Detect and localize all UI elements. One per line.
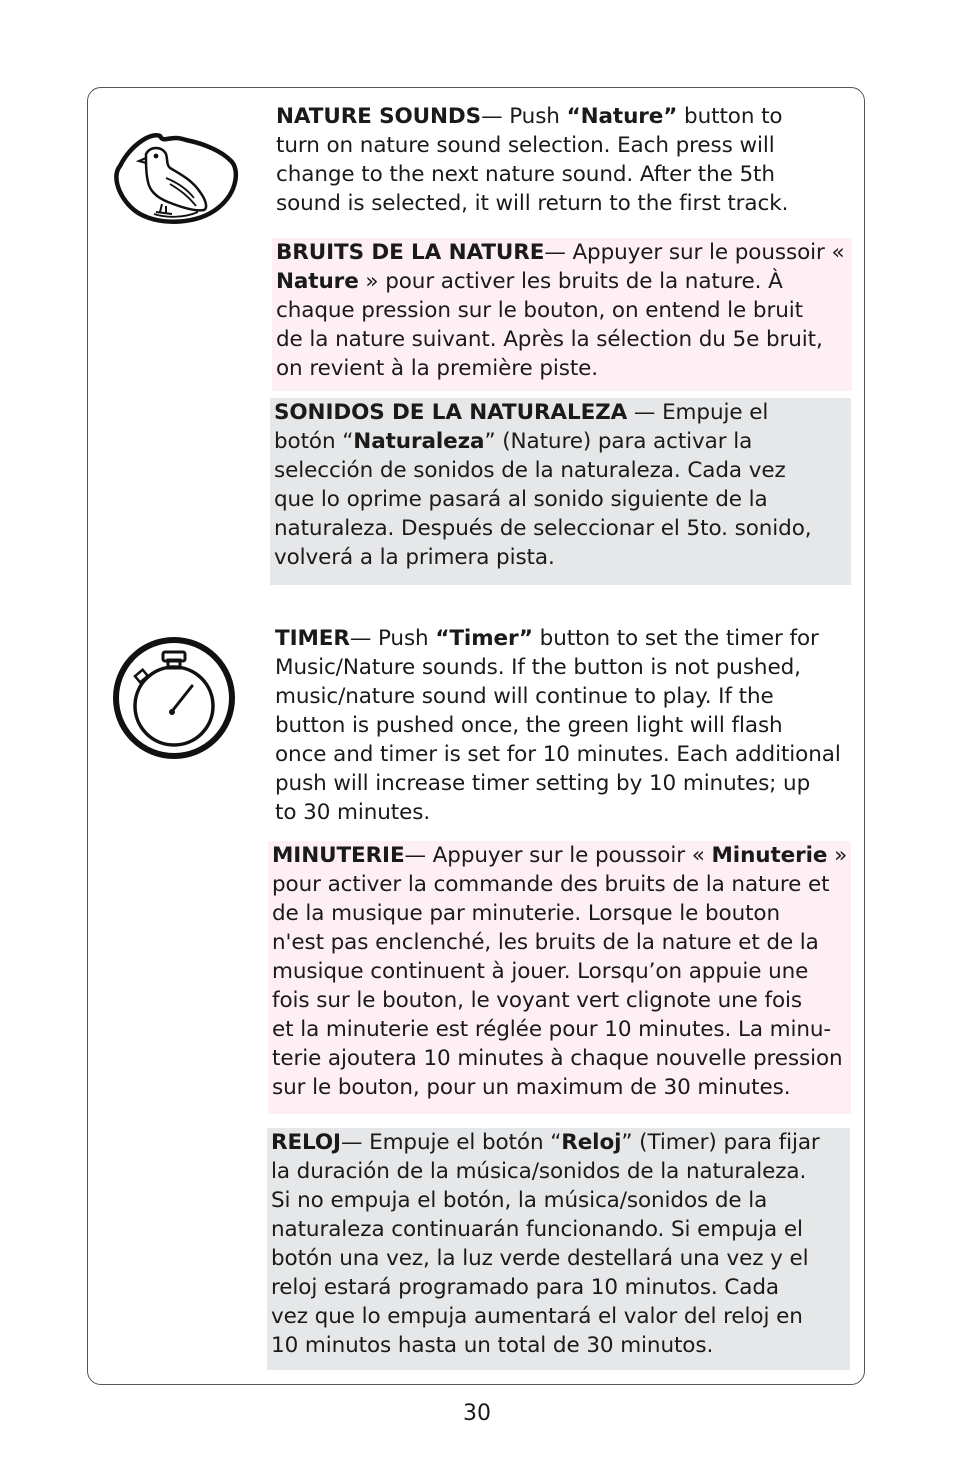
text-line [276, 160, 848, 189]
text-line [272, 1044, 847, 1073]
text-run: button to set the timer for [532, 626, 819, 651]
text-run: turn on nature sound selection. Each press will [276, 133, 775, 158]
bold-text: TIMER [275, 626, 350, 651]
bold-text: “Nature” [566, 104, 678, 129]
text-run: pour activer la commande des bruits de la nature et [272, 872, 830, 897]
text-run: chaque pression sur le bouton, on entend le bruit [276, 298, 803, 323]
text-run: change to the next nature sound. After the 5th [276, 162, 775, 187]
text-line [272, 986, 847, 1015]
text-run: botón “ [274, 429, 354, 454]
text-run: et la minuterie est réglée pour 10 minutes. La minu- [272, 1017, 832, 1042]
text-run: — Appuyer sur le poussoir « [404, 843, 712, 868]
bold-text: Naturaleza [353, 429, 485, 454]
text-line [271, 1128, 846, 1157]
text-line [272, 841, 847, 870]
text-line [276, 267, 848, 296]
text-run: » pour activer les bruits de la nature. À [358, 269, 783, 294]
text-run: ” (Timer) para fijar [621, 1130, 820, 1155]
text-line [276, 325, 848, 354]
bold-text: BRUITS DE LA NATURE [276, 240, 545, 265]
text-run: la duración de la música/sonidos de la naturaleza. [271, 1159, 807, 1184]
text-line [275, 624, 848, 653]
text-run: de la musique par minuterie. Lorsque le bouton [272, 901, 781, 926]
timer-fr [268, 841, 851, 1114]
nature-sounds-es [270, 398, 851, 585]
bird-icon [106, 126, 240, 226]
text-run: — Appuyer sur le poussoir « [544, 240, 845, 265]
text-run: button is pushed once, the green light will flash [275, 713, 783, 738]
text-line [275, 769, 848, 798]
text-line [274, 456, 847, 485]
bold-text: MINUTERIE [272, 843, 405, 868]
text-run: naturaleza. Después de seleccionar el 5to. sonido, [274, 516, 812, 541]
text-run: Music/Nature sounds. If the button is not pushed, [275, 655, 801, 680]
text-run: button to [677, 104, 783, 129]
text-run: — Push [349, 626, 436, 651]
text-line [274, 427, 847, 456]
text-line [271, 1244, 846, 1273]
text-run: sound is selected, it will return to the first track. [276, 191, 789, 216]
text-line [275, 653, 848, 682]
text-line [271, 1331, 846, 1360]
text-run: sur le bouton, pour un maximum de 30 minutes. [272, 1075, 791, 1100]
text-run: musique continuent à jouer. Lorsqu’on appuie une [272, 959, 809, 984]
text-line [272, 899, 847, 928]
text-line [271, 1215, 846, 1244]
bold-text: RELOJ [271, 1130, 341, 1155]
nature-sounds-fr [272, 238, 852, 391]
text-run: on revient à la première piste. [276, 356, 599, 381]
timer-es [267, 1128, 850, 1370]
text-run: de la nature suivant. Après la sélection du 5e bruit, [276, 327, 823, 352]
text-run: que lo oprime pasará al sonido siguiente de la [274, 487, 768, 512]
text-line [276, 189, 848, 218]
text-line [276, 296, 848, 325]
stopwatch-icon [110, 632, 238, 760]
timer-en [271, 624, 852, 827]
text-line [271, 1273, 846, 1302]
page-number: 30 [463, 1401, 491, 1426]
bold-text: Reloj [561, 1130, 622, 1155]
text-line [275, 711, 848, 740]
text-line [272, 870, 847, 899]
text-line [272, 1015, 847, 1044]
text-run: reloj estará programado para 10 minutos. Cada [271, 1275, 779, 1300]
text-run: botón una vez, la luz verde destellará una vez y el [271, 1246, 809, 1271]
text-run: 10 minutos hasta un total de 30 minutos. [271, 1333, 714, 1358]
text-line [274, 398, 847, 427]
text-line [275, 798, 848, 827]
text-run: to 30 minutes. [275, 800, 431, 825]
text-line [271, 1157, 846, 1186]
text-run: ” (Nature) para activar la [484, 429, 753, 454]
text-line [276, 238, 848, 267]
text-line [271, 1186, 846, 1215]
bold-text: Minuterie [711, 843, 828, 868]
bold-text: NATURE SOUNDS [276, 104, 482, 129]
text-line [276, 131, 848, 160]
text-run: selección de sonidos de la naturaleza. Cada vez [274, 458, 786, 483]
text-run: — Empuje el botón “ [340, 1130, 562, 1155]
text-run: vez que lo empuja aumentará el valor del reloj en [271, 1304, 803, 1329]
text-run: » [827, 843, 848, 868]
text-run: push will increase timer setting by 10 minutes; up [275, 771, 811, 796]
text-line [274, 543, 847, 572]
text-line [272, 957, 847, 986]
text-run: n'est pas enclenché, les bruits de la nature et de la [272, 930, 819, 955]
bold-text: Nature [276, 269, 359, 294]
text-run: terie ajoutera 10 minutes à chaque nouvelle pression [272, 1046, 843, 1071]
text-line [271, 1302, 846, 1331]
text-line [276, 102, 848, 131]
text-run: naturaleza continuarán funcionando. Si empuja el [271, 1217, 803, 1242]
nature-sounds-en [272, 102, 852, 218]
text-line [275, 740, 848, 769]
text-line [275, 682, 848, 711]
bold-text: SONIDOS DE LA NATURALEZA [274, 400, 628, 425]
text-line [272, 1073, 847, 1102]
text-run: — Push [481, 104, 567, 129]
text-run: music/nature sound will continue to play. If the [275, 684, 774, 709]
text-run: volverá a la primera pista. [274, 545, 555, 570]
text-line [274, 485, 847, 514]
bold-text: “Timer” [435, 626, 533, 651]
text-line [272, 928, 847, 957]
text-line [274, 514, 847, 543]
text-run: once and timer is set for 10 minutes. Each additional [275, 742, 841, 767]
text-run: fois sur le bouton, le voyant vert clignote une fois [272, 988, 803, 1013]
text-line [276, 354, 848, 383]
text-run: — Empuje el [627, 400, 769, 425]
text-run: Si no empuja el botón, la música/sonidos de la [271, 1188, 768, 1213]
